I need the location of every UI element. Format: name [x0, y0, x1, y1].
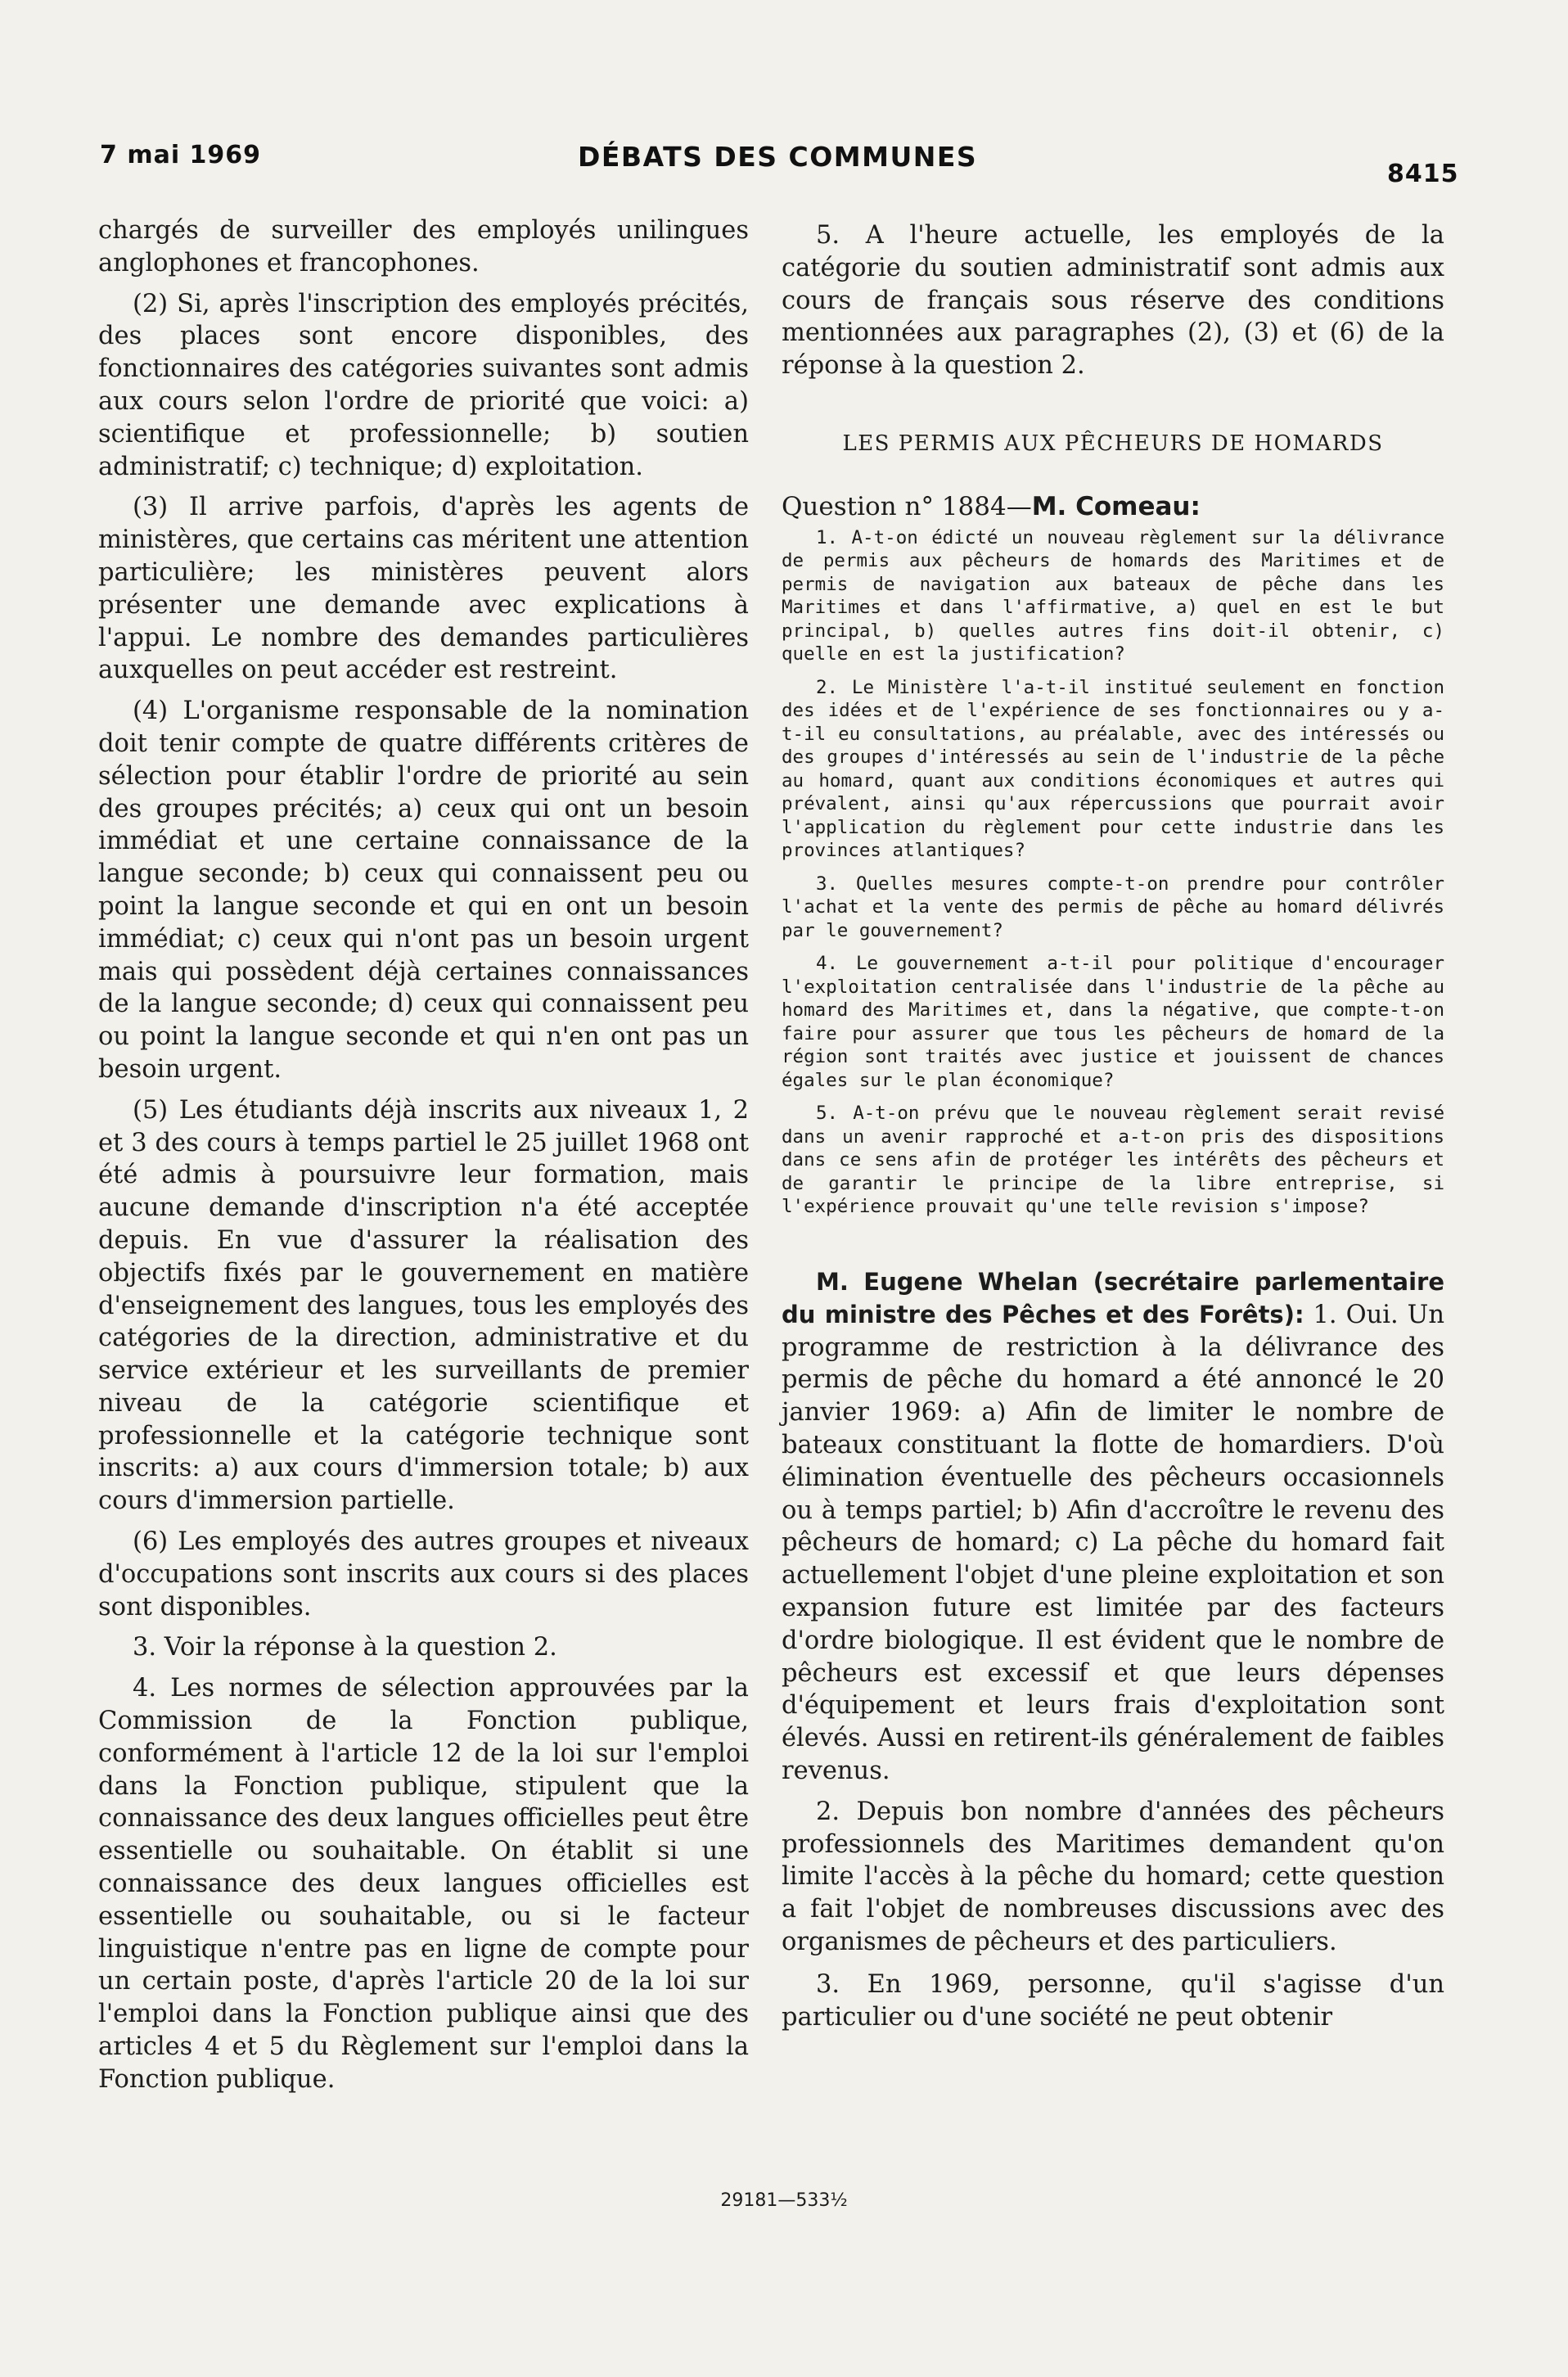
paragraph: (2) Si, après l'inscription des employés précités, des places sont encore disponibles, des fonctionnaires des catégories suivantes sont admis aux cours selon l'ordre de priorité que voici: a) scientifique et professionnelle; b) soutien administratif; c) technique; d) exploitation. — [98, 289, 749, 481]
paragraph-continuation: chargés de surveiller des employés unilingues anglophones et francophones. — [98, 216, 749, 277]
paragraph: (6) Les employés des autres groupes et niveaux d'occupations sont inscrits aux cours si des places sont disponibles. — [98, 1527, 749, 1622]
question-author: M. Comeau: — [1031, 491, 1201, 521]
section-title: LES PERMIS AUX PÊCHEURS DE HOMARDS — [842, 431, 1384, 456]
question-heading — [782, 490, 1444, 523]
paragraph: (4) L'organisme responsable de la nomination doit tenir compte de quatre différents critères de sélection pour établir l'ordre de priorité au sein des groupes précités; a) ceux qui ont un besoin immédiat et une certaine connaissance de la langue seconde; b) ceux qui connaissent peu ou point la langue seconde et qui en ont un besoin immédiat; c) ceux qui n'ont pas un besoin urgent mais qui possèdent déjà certaines connaissances de la langue seconde; d) ceux qui connaissent peu ou point la langue seconde et qui n'en ont pas un besoin urgent. — [98, 697, 749, 1084]
answer-text: 1. Oui. Un programme de restriction à la délivrance des permis de pêche du homard a été annoncé le 20 janvier 1969: a) Afin de limiter le nombre de bateaux constituant la flotte de homardiers. D'où élimination éventuelle des pêcheurs occasionnels ou à temps partiel; b) Afin d'accroître le revenu des pêcheurs de homard; c) La pêche du homard fait actuellement l'objet d'une pleine exploitation et son expansion future est limitée par des facteurs d'ordre biologique. Il est évident que le nombre de pêcheurs est excessif et que leurs dépenses d'équipement et leurs frais d'exploitation sont élevés. Aussi en retirent-ils généralement de faibles revenus. — [782, 1300, 1444, 1785]
paragraph: 4. Les normes de sélection approuvées par la Commission de la Fonction publique, conformément à l'article 12 de la loi sur l'emploi dans la Fonction publique, stipulent que la connaissance des deux langues officielles peut être essentielle ou souhaitable. On établit si une connaissance des deux langues officielles est essentielle ou souhaitable, ou si le facteur linguistique n'entre pas en ligne de compte pour un certain poste, d'après l'article 20 de la loi sur l'emploi dans la Fonction publique ainsi que des articles 4 et 5 du Règlement sur l'emploi dans la Fonction publique. — [98, 1674, 749, 2094]
left-column — [98, 214, 749, 2096]
question-item: 5. A-t-on prévu que le nouveau règlement serait revisé dans un avenir rapproché et a-t-on pris des dispositions dans ce sens afin de protéger les intérêts des pêcheurs et de garantir le principe de la libre entreprise, si l'expérience prouvait qu'une telle revision s'impose? — [782, 1103, 1444, 1218]
question-item: 2. Le Ministère l'a-t-il institué seulement en fonction des idées et de l'expérience de ses fonctionnaires ou y a-t-il eu consultations, au préalable, avec des intéressés ou des groupes d'intéressés au sein de l'industrie de la pêche au homard, quant aux conditions économiques et autres qui prévalent, ainsi qu'aux répercussions que pourrait avoir l'application du règlement pour cette industrie dans les provinces atlantiques? — [782, 676, 1444, 862]
question-item: 1. A-t-on édicté un nouveau règlement sur la délivrance de permis aux pêcheurs de homards des Maritimes et de permis de navigation aux bateaux de pêche dans les Maritimes et dans l'affirmative, a) quel en est le but principal, b) quelles autres fins doit-il obtenir, c) quelle en est la justification? — [782, 526, 1444, 665]
paragraph: 3. Voir la réponse à la question 2. — [133, 1633, 557, 1662]
paragraph: (3) Il arrive parfois, d'après les agents de ministères, que certains cas méritent une attention particulière; les ministères peuvent alors présenter une demande avec explications à l'appui. Le nombre des demandes particulières auxquelles on peut accéder est restreint. — [98, 493, 749, 685]
question-label: Question n° 1884— — [782, 491, 1032, 521]
paragraph: 5. A l'heure actuelle, les employés de la catégorie du soutien administratif sont admis aux cours de français sous réserve des conditions mentionnées aux paragraphes (2), (3) et (6) de la réponse à la question 2. — [782, 221, 1444, 381]
answer-paragraph — [782, 1266, 1444, 1788]
header-title: DÉBATS DES COMMUNES — [578, 141, 978, 173]
answer-paragraph: 2. Depuis bon nombre d'années des pêcheurs professionnels des Maritimes demandent qu'on limite l'accès à la pêche du homard; cette question a fait l'objet de nombreuses discussions avec des organismes de pêcheurs et des particuliers. — [782, 1797, 1444, 1956]
header-date: 7 mai 1969 — [100, 141, 262, 169]
page-number: 8415 — [1387, 160, 1459, 188]
question-item: 3. Quelles mesures compte-t-on prendre pour contrôler l'achat et la vente des permis de pêche au homard délivrés par le gouvernement? — [782, 873, 1444, 941]
answer-paragraph: 3. En 1969, personne, qu'il s'agisse d'un particulier ou d'une société ne peut obtenir — [782, 1969, 1444, 2032]
right-column — [782, 214, 1444, 2033]
footer-code: 29181—533½ — [720, 2190, 848, 2211]
answer-speaker: M. Eugene Whelan (secrétaire parlementaire du ministre des Pêches et des Forêts): — [782, 1267, 1444, 1328]
paragraph: (5) Les étudiants déjà inscrits aux niveaux 1, 2 et 3 des cours à temps partiel le 25 juillet 1968 ont été admis à poursuivre leur formation, mais aucune demande d'inscription n'a été acceptée depuis. En vue d'assurer la réalisation des objectifs fixés par le gouvernement en matière d'enseignement des langues, tous les employés des catégories de la direction, administrative et du service extérieur et les surveillants de premier niveau de la catégorie scientifique et professionnelle et la catégorie technique sont inscrits: a) aux cours d'immersion totale; b) aux cours d'immersion partielle. — [98, 1095, 749, 1516]
question-item: 4. Le gouvernement a-t-il pour politique d'encourager l'exploitation centralisée dans l'industrie de la pêche au homard des Maritimes et, dans la négative, que compte-t-on faire pour assurer que tous les pêcheurs de homard de la région sont traités avec justice et jouissent de chances égales sur le plan économique? — [782, 953, 1444, 1091]
